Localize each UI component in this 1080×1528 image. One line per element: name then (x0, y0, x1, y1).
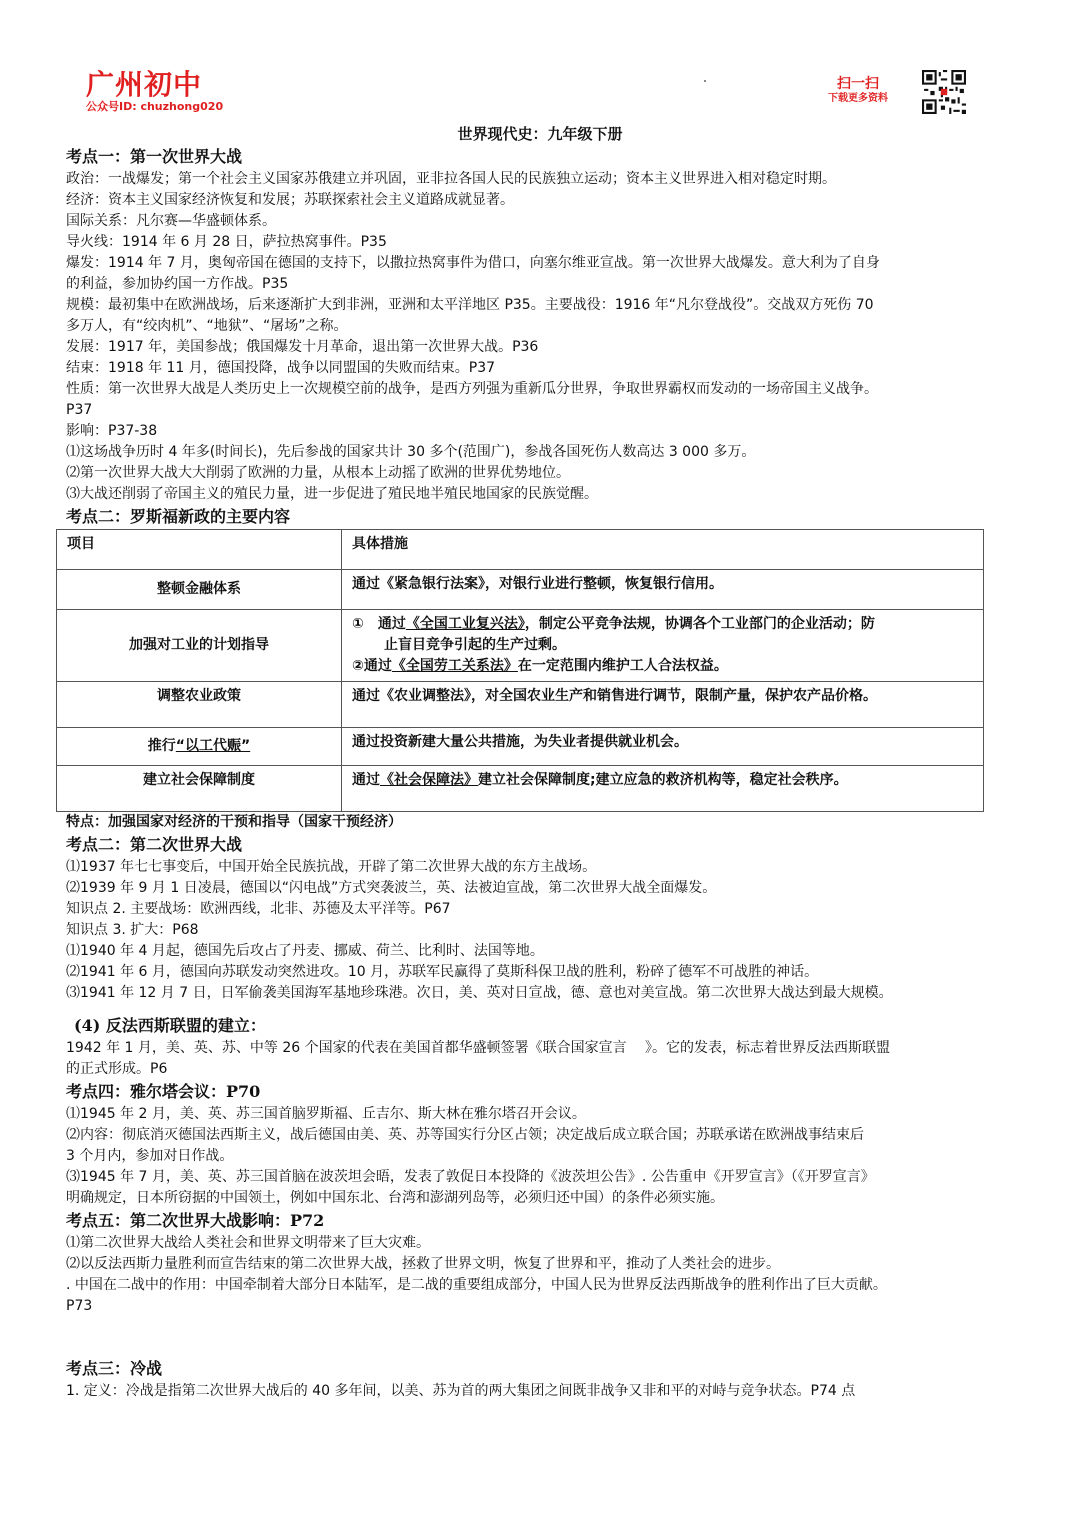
table-row (57, 766, 984, 812)
qr-code-icon[interactable] (922, 70, 966, 114)
text-line: 1. 定义：冷战是指第二次世界大战后的 40 多年间，以美、苏为首的两大集团之间既非战争又非和平的对峙与竞争状态。P74 点 (66, 1383, 856, 1399)
text-line: 国际关系：凡尔赛—华盛顿体系。 (66, 213, 276, 229)
text-line: ⑴1940 年 4 月起，德国先后攻占了丹麦、挪威、荷兰、比利时、法国等地。 (66, 943, 544, 959)
text-line: ⑶1945 年 7 月，美、英、苏三国首脑在波茨坦会晤，发表了敦促日本投降的《波茨坦公告》. 公告重申《开罗宣言》（《开罗宣言》 (66, 1169, 875, 1185)
feature-note: 特点：加强国家对经济的干预和指导（国家干预经济） (66, 814, 402, 830)
text-line: ⑶1941 年 12 月 7 日，日军偷袭美国海军基地珍珠港。次日，美、英对日宣战，德、意也对美宣战。第二次世界大战达到最大规模。 (66, 985, 893, 1001)
text-line: 知识点 2. 主要战场：欧洲西线，北非、苏德及太平洋等。P67 (66, 901, 451, 917)
text-line: ⑵以反法西斯力量胜利而宣告结束的第二次世界大战，拯救了世界文明，恢复了世界和平，推动了人类社会的进步。 (66, 1256, 780, 1272)
measure-text: 止盲目竞争引起的生产过剩。 (384, 637, 566, 653)
text-line: 导火线：1914 年 6 月 28 日，萨拉热窝事件。P35 (66, 234, 387, 250)
document-body (66, 145, 1016, 1402)
text-line: ⑶大战还削弱了帝国主义的殖民力量，进一步促进了殖民地半殖民地国家的民族觉醒。 (66, 486, 598, 502)
measure-text: 《紧急银行法案》，对银行业进行整顿，恢复银行信用。 (380, 576, 723, 592)
table-row (57, 682, 984, 728)
measure-text: ②通过 (352, 658, 392, 674)
table-cell-measure: 通过投资新建大量公共措施，为失业者提供就业机会。 (342, 728, 984, 766)
scan-label: 扫一扫 (837, 76, 879, 92)
table-cell-item: 整顿金融体系 (57, 570, 342, 610)
section-heading: 考点四：雅尔塔会议：P70 (66, 1082, 261, 1101)
table-cell-item: 建立社会保障制度 (57, 766, 342, 812)
text-line: ⑴这场战争历时 4 年多(时间长)，先后参战的国家共计 30 多个(范围广)，参战各国死伤人数高达 3 000 多万。 (66, 444, 756, 460)
section-heading: 考点二：罗斯福新政的主要内容 (66, 507, 291, 526)
table-row (57, 570, 984, 610)
law-name: 《社会保障法》 (380, 772, 478, 788)
text-line: 经济：资本主义国家经济恢复和发展；苏联探索社会主义道路成就显著。 (66, 192, 514, 208)
text-line: 政治：一战爆发；第一个社会主义国家苏俄建立并巩固，亚非拉各国人民的民族独立运动；资本主义世界进入相对稳定时期。 (66, 171, 836, 187)
text-line: 规模：最初集中在欧洲战场，后来逐渐扩大到非洲，亚洲和太平洋地区 P35。主要战役：1916 年“凡尔登战役”。交战双方死伤 70 (66, 297, 874, 313)
text-line: 的正式形成。P6 (66, 1061, 168, 1077)
law-name: 《全国劳工关系法》 (391, 658, 518, 674)
section-heading: 考点五：第二次世界大战影响：P72 (66, 1211, 325, 1230)
section-heading: 考点二：第二次世界大战 (66, 835, 243, 854)
text-line: 明确规定，日本所窃据的中国领土，例如中国东北、台湾和澎湖列岛等，必须归还中国）的条件必须实施。 (66, 1190, 724, 1206)
text-line: 发展：1917 年，美国参战；俄国爆发十月革命，退出第一次世界大战。P36 (66, 339, 539, 355)
new-deal-table (56, 529, 984, 812)
measure-text: ① 通过 (352, 616, 406, 632)
table-cell-measure (342, 570, 984, 610)
measure-text: 通过 (352, 772, 380, 788)
logo-title: 广州初中 (86, 68, 203, 101)
scan-sublabel: 下载更多资料 (828, 93, 888, 104)
text-line: 结束：1918 年 11 月，德国投降，战争以同盟国的失败而结束。P37 (66, 360, 496, 376)
item-text: 推行 (147, 738, 176, 754)
sub-heading: (4) 反法西斯联盟的建立： (74, 1016, 266, 1035)
table-cell-measure (342, 610, 984, 682)
text-line: P73 (66, 1298, 93, 1314)
text-line: . 中国在二战中的作用：中国牵制着大部分日本陆军，是二战的重要组成部分，中国人民为世界反法西斯战争的胜利作出了巨大贡献。 (66, 1277, 887, 1293)
text-line: ⑵内容：彻底消灭德国法西斯主义，战后德国由美、英、苏等国实行分区占领；决定战后成立联合国；苏联承诺在欧洲战事结束后 (66, 1127, 864, 1143)
table-row (57, 610, 984, 682)
text-line: 多万人，有“绞肉机”、“地狱”、“屠场”之称。 (66, 318, 348, 334)
item-text: “以工代赈” (175, 738, 251, 754)
text-line: ⑵第一次世界大战大大削弱了欧洲的力量，从根本上动摇了欧洲的世界优势地位。 (66, 465, 570, 481)
text-line: 3 个月内，参加对日作战。 (66, 1148, 234, 1164)
stray-mark (704, 80, 706, 82)
table-cell-item (57, 728, 342, 766)
section-body (66, 169, 1016, 505)
measure-text: 在一定范围内维护工人合法权益。 (517, 658, 728, 674)
text-line: 爆发：1914 年 7 月，奥匈帝国在德国的支持下，以撒拉热窝事件为借口，向塞尔维亚宣战。第一次世界大战爆发。意大利为了自身 (66, 255, 880, 271)
logo-subtitle: 公众号ID: chuzhong020 (86, 100, 224, 113)
text-line: ⑵1939 年 9 月 1 日凌晨，德国以“闪电战”方式突袭波兰，英、法被迫宣战，第二次世界大战全面爆发。 (66, 880, 717, 896)
scan-prompt (828, 76, 888, 106)
text-line: ⑵1941 年 6 月，德国向苏联发动突然进攻。10 月，苏联军民赢得了莫斯科保卫战的胜利，粉碎了德军不可战胜的神话。 (66, 964, 819, 980)
text-line: 1942 年 1 月，美、英、苏、中等 26 个国家的代表在美国首都华盛顿签署《联合国家宣言 》。它的发表，标志着世界反法西斯联盟 (66, 1040, 891, 1056)
table-header-cell: 具体措施 (342, 530, 984, 570)
table-row (57, 728, 984, 766)
section-heading: 考点一：第一次世界大战 (66, 147, 243, 166)
text-line: 影响：P37-38 (66, 423, 158, 439)
table-cell-item: 调整农业政策 (57, 682, 342, 728)
measure-text: 通过 (352, 576, 380, 592)
table-cell-item: 加强对工业的计划指导 (57, 610, 342, 682)
document-title: 世界现代史：九年级下册 (457, 125, 623, 143)
text-line: 性质：第一次世界大战是人类历史上一次规模空前的战争，是西方列强为重新瓜分世界，争取世界霸权而发动的一场帝国主义战争。 (66, 381, 878, 397)
table-cell-measure (342, 766, 984, 812)
text-line: ⑴第二次世界大战给人类社会和世界文明带来了巨大灾难。 (66, 1235, 430, 1251)
text-line: P37 (66, 402, 93, 418)
brand-logo (86, 70, 223, 113)
table-cell-measure: 通过《农业调整法》，对全国农业生产和销售进行调节，限制产量，保护农产品价格。 (342, 682, 984, 728)
section-heading: 考点三：冷战 (66, 1359, 163, 1378)
measure-text: ，制定公平竞争法规，协调各个工业部门的企业活动；防 (524, 616, 875, 632)
law-name: 《全国工业复兴法》 (405, 616, 525, 632)
text-line: 知识点 3. 扩大：P68 (66, 922, 199, 938)
text-line: ⑴1937 年七七事变后，中国开始全民族抗战，开辟了第二次世界大战的东方主战场。 (66, 859, 597, 875)
table-header-cell: 项目 (57, 530, 342, 570)
measure-text: 建立社会保障制度;建立应急的救济机构等，稳定社会秩序。 (478, 772, 848, 788)
table-header-row (57, 530, 984, 570)
text-line: 的利益，参加协约国一方作战。P35 (66, 276, 289, 292)
text-line: ⑴1945 年 2 月，美、英、苏三国首脑罗斯福、丘吉尔、斯大林在雅尔塔召开会议。 (66, 1106, 586, 1122)
